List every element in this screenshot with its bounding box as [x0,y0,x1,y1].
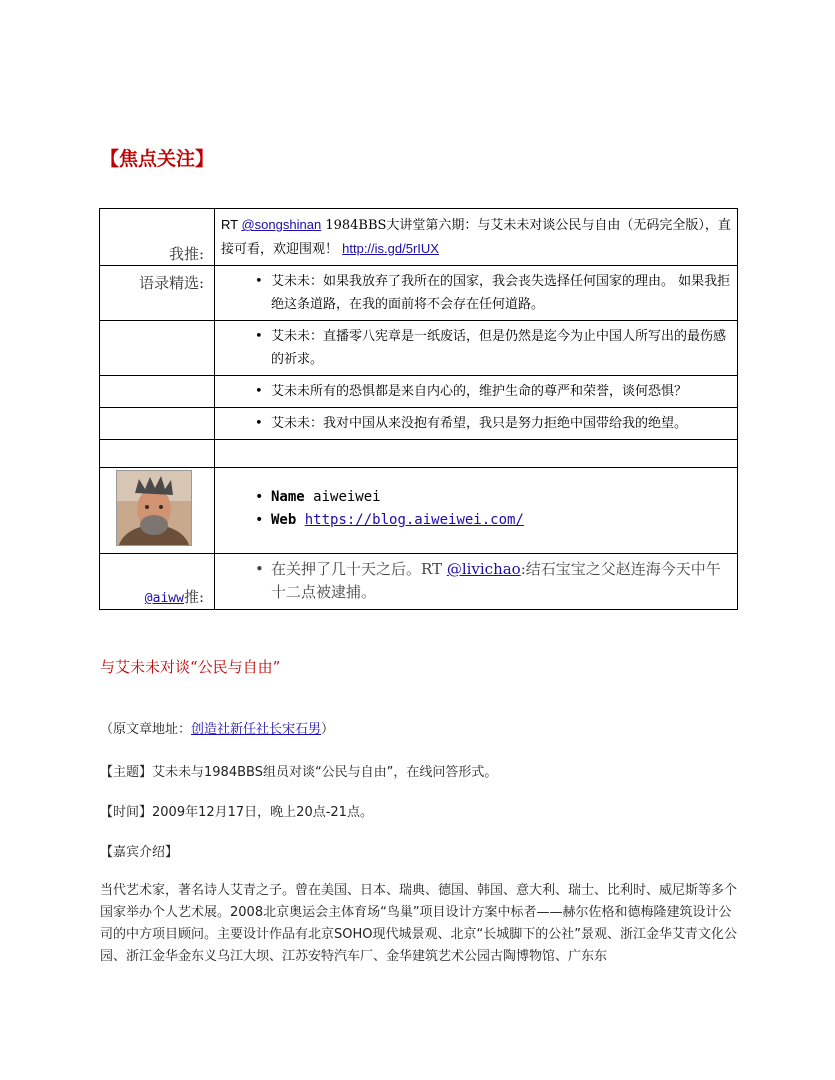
mention-link[interactable]: @songshinan [241,217,322,232]
table-row [100,266,738,321]
blog-link[interactable]: https://blog.aiweiwei.com/ [304,512,524,528]
table-row [100,554,738,610]
row-label [100,554,215,610]
section-heading: 【焦点关注】 [100,148,215,170]
table-row [100,209,738,266]
quote-cell [215,376,738,408]
row-label: 我推: [100,209,215,266]
empty-label [100,440,215,468]
article-title: 与艾未未对谈“公民与自由” [100,658,281,676]
topic-line: 【主题】艾未未与1984BBS组员对谈“公民与自由”，在线问答形式。 [100,765,498,780]
profile-name: • Name aiweiwei [271,486,731,509]
empty-cell [215,440,738,468]
quote-cell [215,321,738,376]
quote-cell [215,266,738,321]
row-label: 语录精选: [100,266,215,321]
table-row [100,408,738,440]
quote-item: • 艾未未所有的恐惧都是来自内心的，维护生命的尊严和荣誉，谈何恐惧？ [271,380,731,403]
short-link[interactable]: http://is.gd/5rIUX [342,241,439,256]
tweet-cell [215,554,738,610]
source-link[interactable]: 创造社新任社长宋石男 [191,722,322,737]
recommend-cell [215,209,738,266]
table-row [100,468,738,554]
guest-bio: 当代艺术家，著名诗人艾青之子。曾在美国、日本、瑞典、德国、韩国、意大利、瑞士、比利时、威尼斯等多个国家举办个人艺术展。2008北京奥运会主体育场“鸟巢”项目设计方案中标者——赫尔佐格和德梅隆建筑设计公司的中方项目顾问。主要设计作品有北京SOHO现代城景观、北京“长城脚下的公社”景观、浙江金华艾青文化公园、浙江金华金东义乌江大坝、江苏安特汽车厂、金华建筑艺术公园古陶博物馆、广东东 [100,883,738,964]
source-line: （原文章地址：创造社新任社长宋石男） [100,722,335,737]
tweet-item: • 在关押了几十天之后。RT @livichao:结石宝宝之父赵连海今天中午十二点被逮捕。 [271,558,731,604]
rt-prefix: RT [221,217,242,232]
avatar [116,470,192,546]
quote-item: • 艾未未：如果我放弃了我所在的国家，我会丧失选择任何国家的理由。 如果我拒绝这条道路，在我的面前将不会存在任何道路。 [271,270,731,316]
empty-label [100,408,215,440]
table-row [100,321,738,376]
empty-label [100,376,215,408]
livichao-mention-link[interactable]: @livichao [446,560,521,578]
quote-item: • 艾未未：我对中国从来没抱有希望，我只是努力拒绝中国带给我的绝望。 [271,412,731,435]
table-row [100,440,738,468]
quote-item: • 艾未未：直播零八宪章是一纸废话，但是仍然是迄今为止中国人所写出的最伤感的祈求。 [271,325,731,371]
time-line: 【时间】2009年12月17日，晚上20点-21点。 [100,805,373,820]
focus-table [99,208,738,610]
label-suffix: 推: [183,588,204,606]
aiww-mention-link[interactable]: @aiww [144,591,184,606]
portrait-image [117,471,191,545]
recommend-text: 1984BBS大讲堂第六期：与艾未未对谈公民与自由（无码完全版），直接可看，欢迎围观！ [221,218,731,257]
profile-web: • Web https://blog.aiweiwei.com/ [271,509,731,532]
empty-label [100,321,215,376]
avatar-cell [100,468,215,554]
quote-cell [215,408,738,440]
guest-heading: 【嘉宾介绍】 [100,845,179,860]
table-row [100,376,738,408]
profile-cell [215,468,738,554]
